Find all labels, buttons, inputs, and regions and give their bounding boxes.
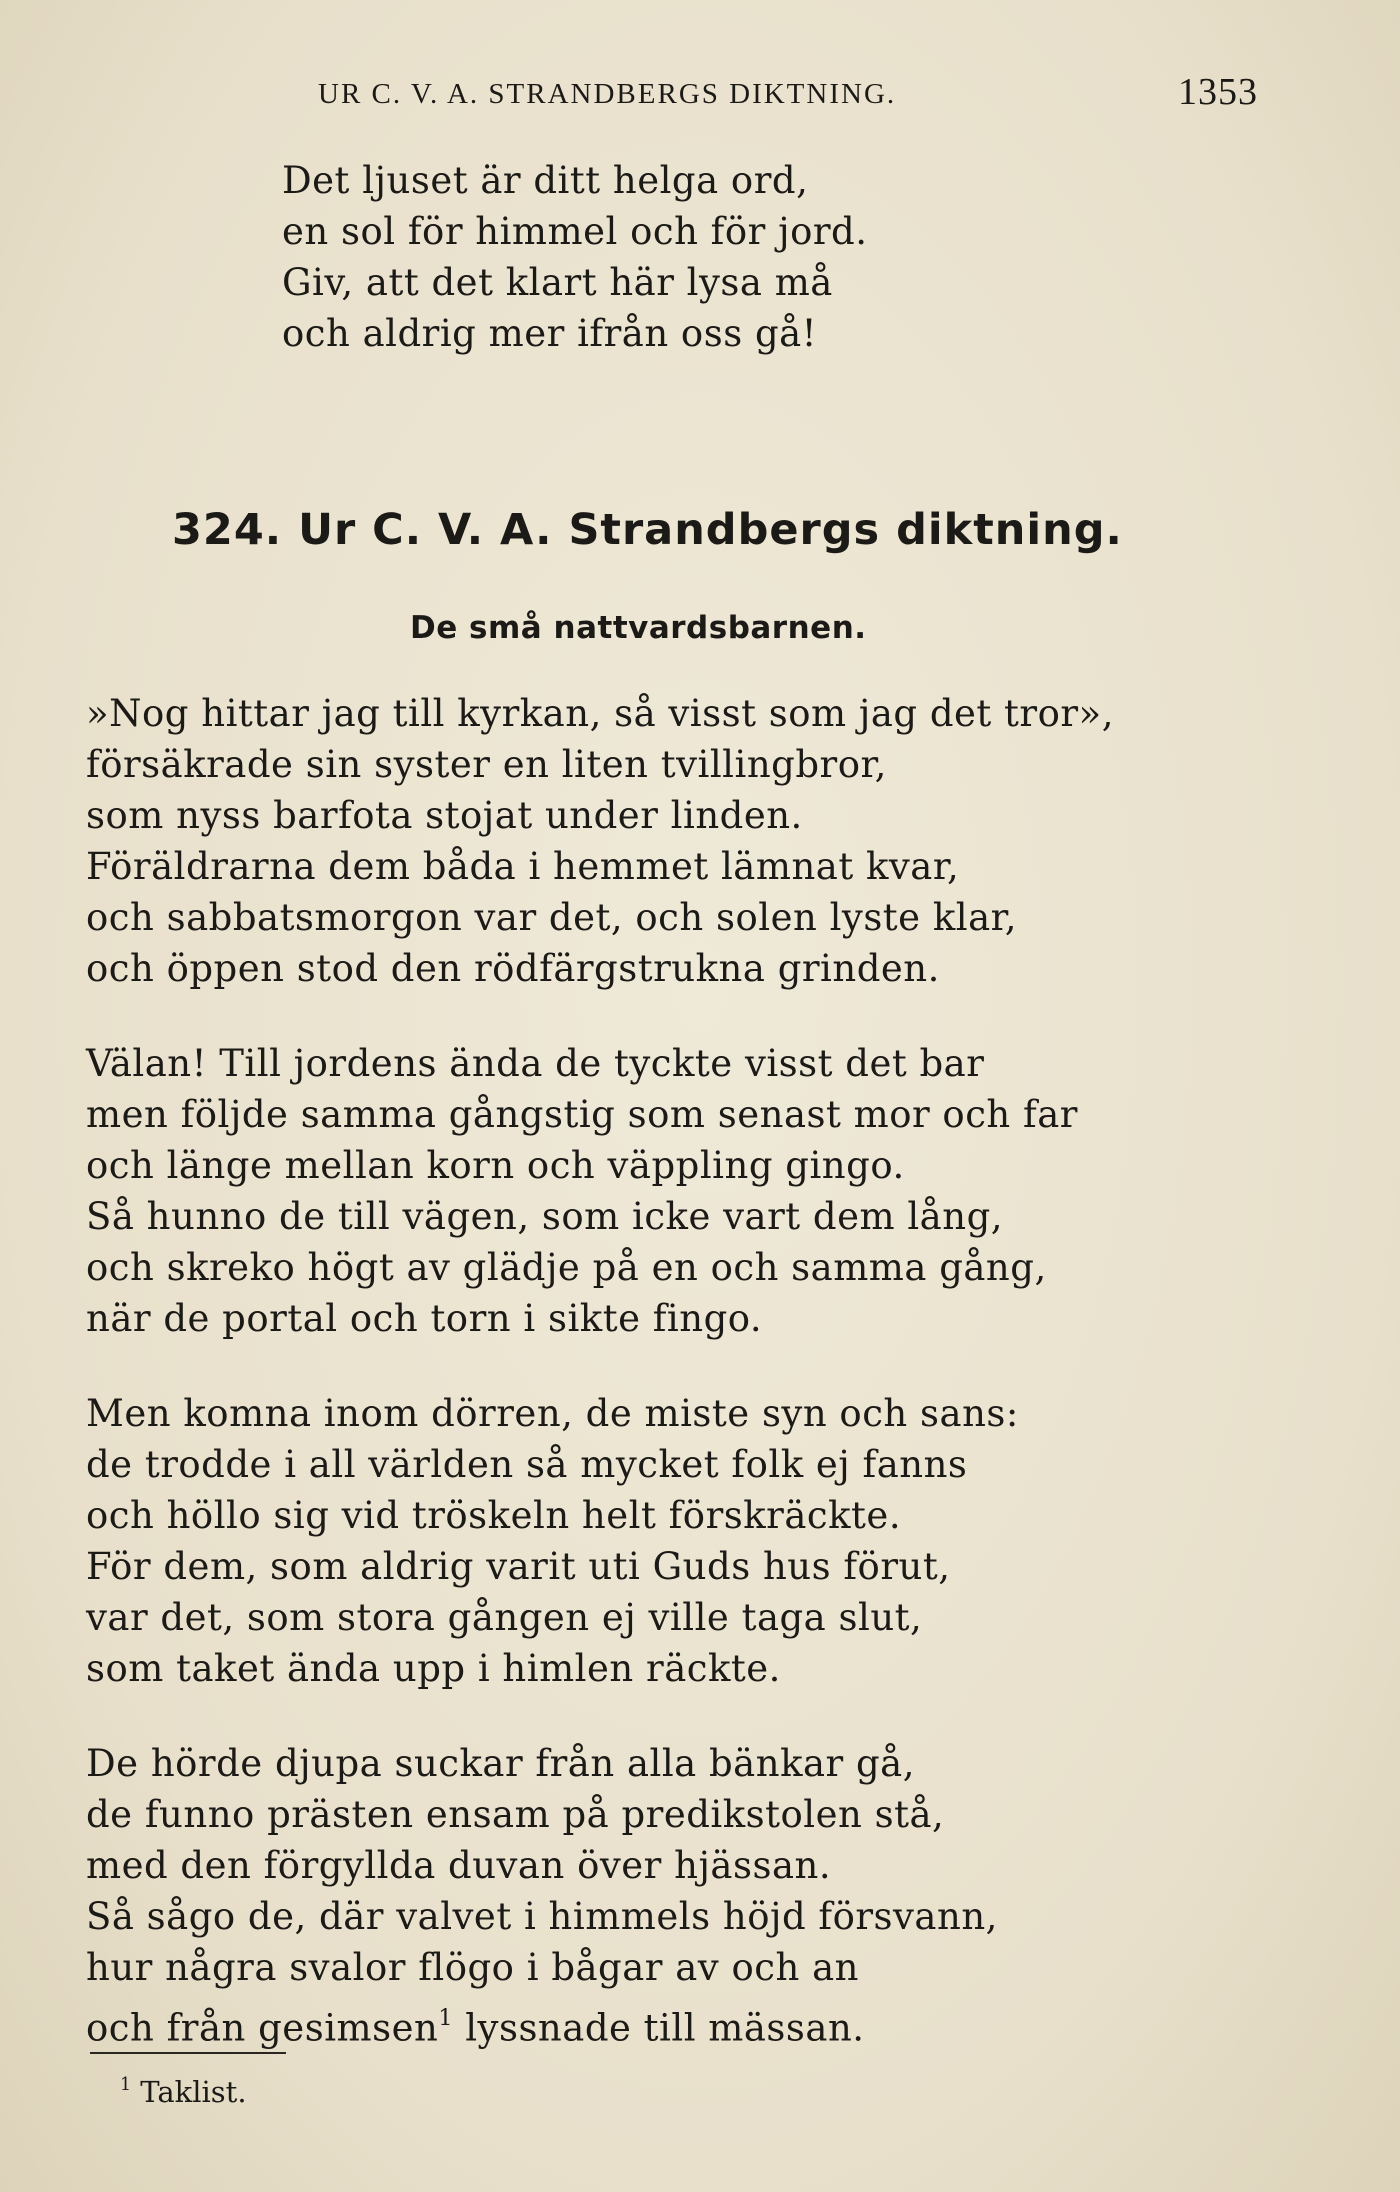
verse-line: För dem, som aldrig varit uti Guds hus förut, xyxy=(86,1545,951,1588)
verse-line: hur några svalor flögo i bågar av och an xyxy=(86,1946,859,1989)
verse-line: »Nog hittar jag till kyrkan, så visst som jag det tror», xyxy=(86,692,1114,735)
verse-line: Välan! Till jordens ända de tyckte visst det bar xyxy=(86,1042,985,1085)
stanza xyxy=(86,688,1114,994)
verse-line: försäkrade sin syster en liten tvillingbror, xyxy=(86,743,887,786)
running-head: UR C. V. A. STRANDBERGS DIKTNING. xyxy=(318,78,897,110)
footnote-text: Taklist. xyxy=(140,2075,247,2110)
verse-line: med den förgyllda duvan över hjässan. xyxy=(86,1844,832,1887)
stanza xyxy=(86,1038,1114,1344)
verse-line: Giv, att det klart här lysa må xyxy=(282,261,833,304)
verse-line: De hörde djupa suckar från alla bänkar gå, xyxy=(86,1742,916,1785)
verse-line: och länge mellan korn och väppling gingo. xyxy=(86,1144,905,1187)
verse-line: men följde samma gångstig som senast mor och far xyxy=(86,1093,1078,1136)
verse-line: och höllo sig vid tröskeln helt förskräckte. xyxy=(86,1494,902,1537)
footnote xyxy=(120,2075,247,2109)
section-title: 324. Ur C. V. A. Strandbergs diktning. xyxy=(172,505,1123,555)
poem-body xyxy=(86,688,1114,2098)
verse-line: de funno prästen ensam på predikstolen stå, xyxy=(86,1793,945,1836)
footnote-reference: 1 xyxy=(438,2005,453,2031)
verse-text: lyssnade till mässan. xyxy=(452,2006,865,2050)
stanza xyxy=(86,1738,1114,2054)
verse-line: och skreko högt av glädje på en och samma gång, xyxy=(86,1246,1047,1289)
footnote-mark: 1 xyxy=(120,2075,132,2095)
verse-line: de trodde i all världen så mycket folk ej fanns xyxy=(86,1443,968,1486)
verse-line: Det ljuset är ditt helga ord, xyxy=(282,159,809,202)
poem-title: De små nattvardsbarnen. xyxy=(410,610,867,646)
verse-text: och från gesimsen xyxy=(86,2006,439,2050)
stanza xyxy=(86,1388,1114,1694)
verse-line: när de portal och torn i sikte fingo. xyxy=(86,1297,763,1340)
verse-line-with-footnote xyxy=(86,1993,1114,2054)
verse-line: Så sågo de, där valvet i himmels höjd försvann, xyxy=(86,1895,998,1938)
verse-line: en sol för himmel och för jord. xyxy=(282,210,868,253)
verse-line: och sabbatsmorgon var det, och solen lyste klar, xyxy=(86,896,1018,939)
verse-line: och aldrig mer ifrån oss gå! xyxy=(282,312,818,355)
verse-line: som taket ända upp i himlen räckte. xyxy=(86,1647,781,1690)
verse-line: Föräldrarna dem båda i hemmet lämnat kvar, xyxy=(86,845,960,888)
verse-line: och öppen stod den rödfärgstrukna grinden. xyxy=(86,947,940,990)
page-number: 1353 xyxy=(1178,71,1258,113)
verse-line: var det, som stora gången ej ville taga slut, xyxy=(86,1596,923,1639)
verse-line: Men komna inom dörren, de miste syn och sans: xyxy=(86,1392,1019,1435)
verse-line: Så hunno de till vägen, som icke vart dem lång, xyxy=(86,1195,1004,1238)
footnote-divider xyxy=(90,2052,286,2054)
verse-line: som nyss barfota stojat under linden. xyxy=(86,794,803,837)
top-stanza xyxy=(282,155,867,359)
